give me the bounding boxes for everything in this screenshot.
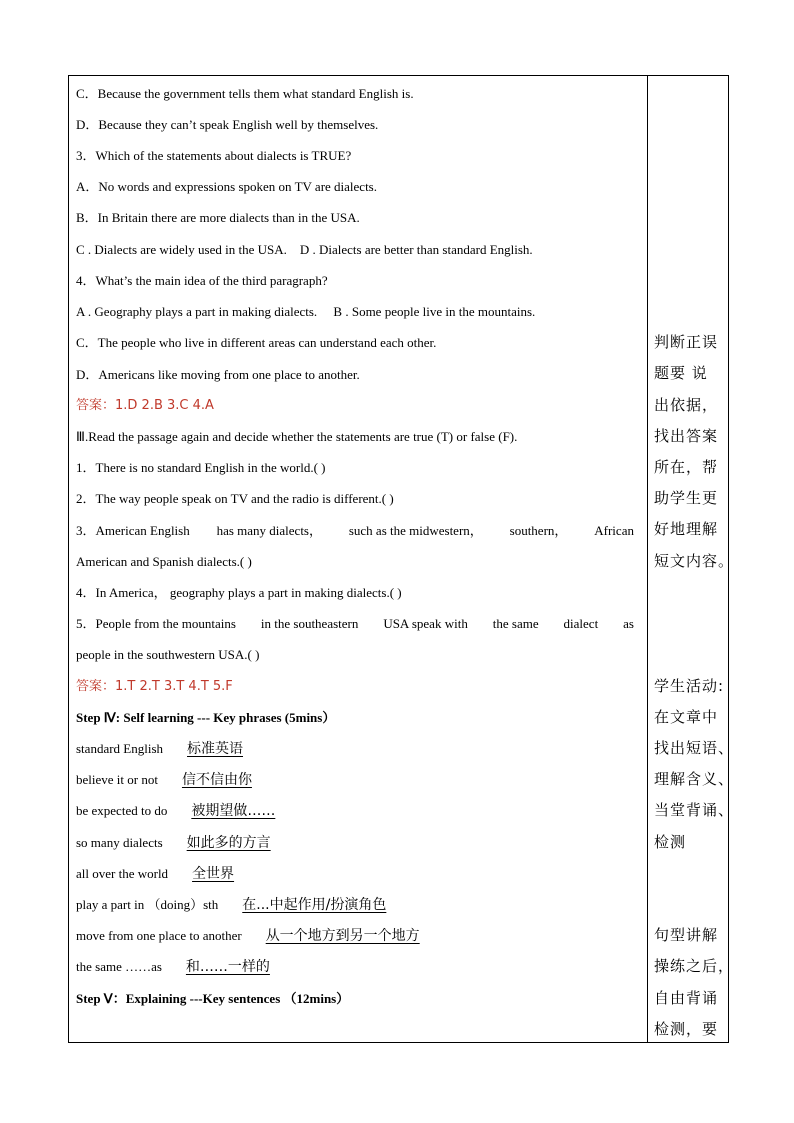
- phrase-english: all over the world: [76, 866, 169, 881]
- note-line: 找出短语、: [654, 739, 735, 757]
- q3-option-b: B．In Britain there are more dialects than in the USA.: [76, 210, 360, 225]
- q4-option-d: D．Americans like moving from one place to another.: [76, 367, 360, 382]
- s3-part: has many dialects，: [216, 523, 322, 538]
- key-phrase-row: [76, 801, 275, 821]
- phrase-chinese: 标准英语: [187, 741, 244, 757]
- statement-3-line1: [76, 521, 634, 541]
- s3-part: southern，: [509, 523, 568, 538]
- q4-option-b: B . Some people live in the mountains.: [333, 304, 536, 319]
- phrase-english: so many dialects: [76, 835, 163, 850]
- s5-part: as: [623, 616, 634, 631]
- note-line: 当堂背诵、: [654, 801, 735, 819]
- q3-options-cd: [76, 240, 533, 260]
- section-3-instruction: Ⅲ.Read the passage again and decide whether the statements are true (T) or false (F).: [76, 429, 518, 444]
- phrase-chinese: 在...中起作用/扮演角色: [242, 897, 387, 913]
- s5-part: 5．People from the mountains: [76, 616, 236, 631]
- phrase-chinese: 被期望做……: [191, 803, 276, 819]
- statement-3-line2: American and Spanish dialects.( ): [76, 554, 252, 569]
- q2-option-c: C．Because the government tells them what standard English is.: [76, 86, 414, 101]
- note-line: 所在，帮: [654, 458, 719, 476]
- phrase-english: believe it or not: [76, 772, 158, 787]
- note-line: 好地理解: [654, 520, 719, 538]
- statement-2: 2．The way people speak on TV and the radio is different.( ): [76, 491, 394, 506]
- q2-option-d: D．Because they can’t speak English well by themselves.: [76, 117, 379, 132]
- lesson-table: [68, 75, 735, 1043]
- s3-part: such as the midwestern，: [348, 523, 483, 538]
- phrase-english: play a part in （doing）sth: [76, 897, 219, 912]
- s5-part: USA speak with: [383, 616, 468, 631]
- statement-4: 4．In America， geography plays a part in making dialects.( ): [76, 585, 402, 600]
- key-phrase-row: [76, 833, 271, 853]
- key-phrase-row: [76, 864, 234, 884]
- phrase-chinese: 信不信由你: [181, 772, 252, 788]
- phrase-english: move from one place to another: [76, 928, 242, 943]
- note-line: 操练之后，: [654, 957, 735, 975]
- answers-part3: 答案：1.T 2.T 3.T 4.T 5.F: [76, 679, 233, 694]
- phrase-english: the same ……as: [76, 959, 162, 974]
- s3-part: African: [594, 523, 634, 538]
- note-line: 出依据，: [654, 396, 719, 414]
- note-line: 判断正误: [654, 333, 719, 351]
- s5-part: dialect: [563, 616, 599, 631]
- question-4: 4．What’s the main idea of the third paragraph?: [76, 273, 328, 288]
- key-phrase-row: [76, 926, 420, 946]
- key-phrase-row: [76, 739, 243, 759]
- q4-option-a: A . Geography plays a part in making dialects.: [76, 304, 318, 319]
- q4-options-ab: [76, 302, 535, 322]
- phrase-chinese: 和……一样的: [185, 959, 270, 975]
- note-line: 自由背诵: [654, 989, 719, 1007]
- note-line: 检测: [654, 833, 687, 851]
- s3-part: 3．American English: [76, 523, 190, 538]
- key-phrase-row: [76, 957, 270, 977]
- question-3: 3．Which of the statements about dialects is TRUE?: [76, 148, 352, 163]
- column-divider: [647, 76, 648, 1042]
- phrase-chinese: 全世界: [192, 866, 235, 882]
- step-5-heading: Step Ⅴ：Explaining ---Key sentences （12mins）: [76, 991, 350, 1006]
- phrase-chinese: 如此多的方言: [186, 835, 271, 851]
- note-line: 句型讲解: [654, 926, 719, 944]
- phrase-english: standard English: [76, 741, 164, 756]
- statement-1: 1．There is no standard English in the world.( ): [76, 460, 326, 475]
- q3-option-c: C . Dialects are widely used in the USA.: [76, 242, 287, 257]
- q3-option-a: A．No words and expressions spoken on TV are dialects.: [76, 179, 377, 194]
- key-phrase-row: [76, 770, 252, 790]
- statement-5-line1: [76, 614, 634, 634]
- q4-option-c: C．The people who live in different areas can understand each other.: [76, 335, 437, 350]
- key-phrase-row: [76, 895, 386, 915]
- s5-part: in the southeastern: [260, 616, 359, 631]
- s5-part: the same: [492, 616, 539, 631]
- phrase-english: be expected to do: [76, 803, 168, 818]
- note-line: 在文章中: [654, 708, 719, 726]
- step-4-heading: Step Ⅳ: Self learning --- Key phrases (5mins）: [76, 710, 336, 725]
- note-line: 短文内容。: [654, 552, 735, 570]
- note-line: 找出答案: [654, 427, 719, 445]
- answers-part2: 答案：1.D 2.B 3.C 4.A: [76, 398, 214, 413]
- phrase-chinese: 从一个地方到另一个地方: [265, 928, 420, 944]
- note-line: 检测，要: [654, 1020, 719, 1038]
- statement-5-line2: people in the southwestern USA.( ): [76, 647, 260, 662]
- note-line: 学生活动:: [654, 677, 725, 695]
- q3-option-d: D . Dialects are better than standard English.: [299, 242, 533, 257]
- note-line: 理解含义、: [654, 770, 735, 788]
- note-line: 助学生更: [654, 489, 719, 507]
- note-line: 题要 说: [654, 364, 708, 382]
